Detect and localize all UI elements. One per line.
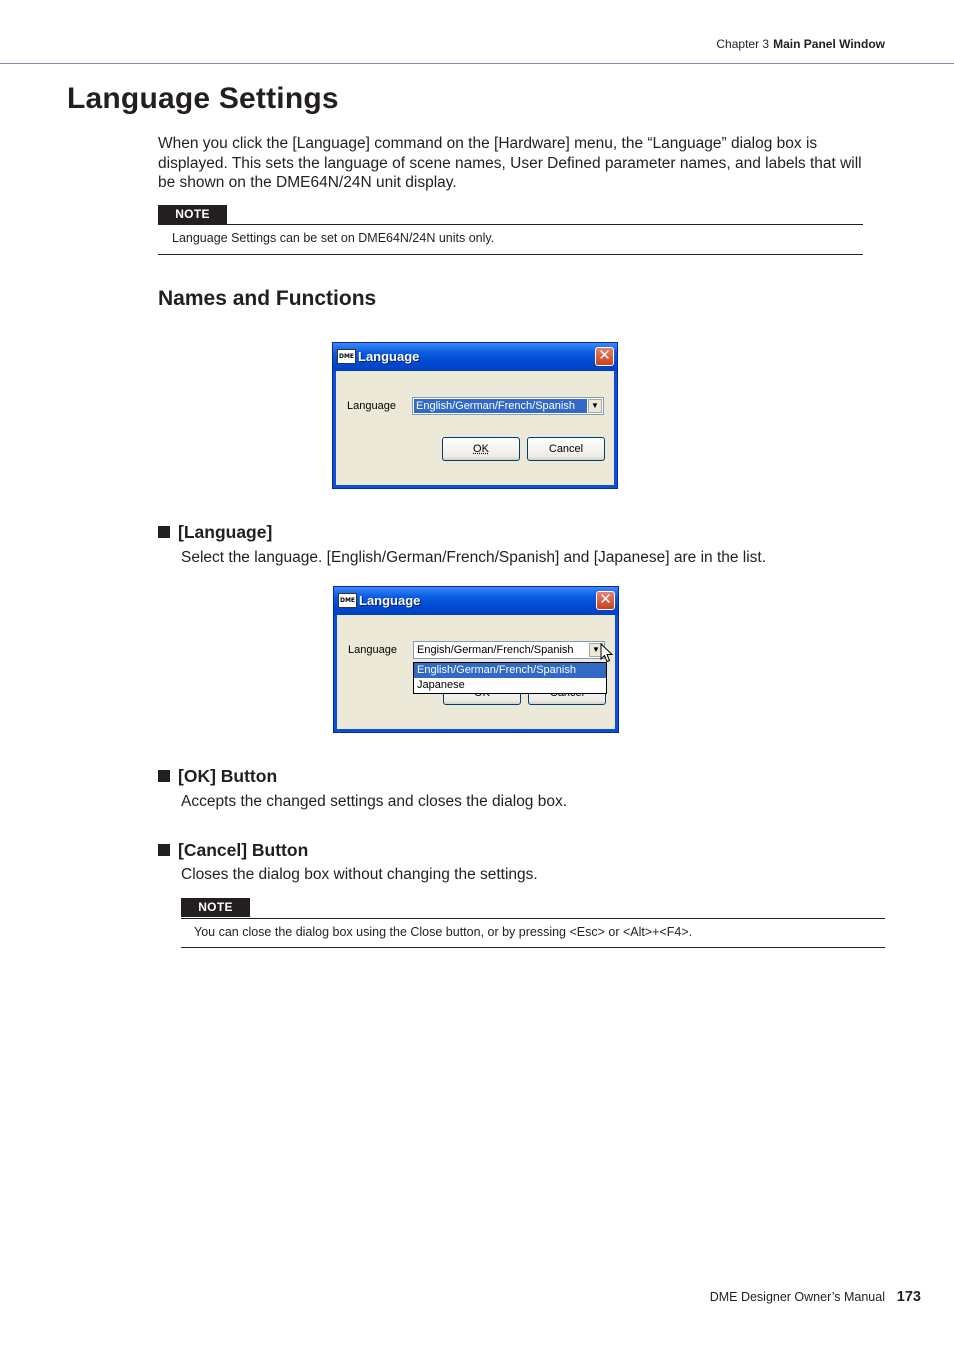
mouse-pointer-icon xyxy=(600,643,614,663)
section-title: Names and Functions xyxy=(158,287,377,310)
item-cancel-heading xyxy=(158,840,308,861)
option-japanese[interactable]: Japanese xyxy=(417,679,465,691)
ok-button[interactable] xyxy=(442,437,520,461)
language-dialog xyxy=(332,342,618,489)
item-language-title: [Language] xyxy=(178,522,273,542)
item-language-heading xyxy=(158,522,272,543)
item-ok-title: [OK] Button xyxy=(178,766,278,786)
dme-app-icon: DME xyxy=(338,593,357,608)
chapter-title: Main Panel Window xyxy=(773,37,885,51)
dialog-title-bar[interactable] xyxy=(333,343,617,371)
language-label: Language xyxy=(347,400,396,412)
square-bullet-icon xyxy=(158,770,170,782)
dialog-client-area xyxy=(337,615,615,729)
item-language-text: Select the language. [English/German/French/Spanish] and [Japanese] are in the list. xyxy=(181,549,767,566)
item-cancel-title: [Cancel] Button xyxy=(178,840,309,860)
language-select-value: Engish/German/French/Spanish xyxy=(417,644,574,656)
header-rule xyxy=(0,63,954,64)
note-bottom-rule xyxy=(158,254,863,255)
chevron-down-icon[interactable]: ▼ xyxy=(589,643,603,657)
chapter-label: Chapter 3 xyxy=(716,37,770,51)
note-tag: NOTE xyxy=(158,205,227,224)
item-cancel-text: Closes the dialog box without changing the settings. xyxy=(181,866,538,883)
footer-manual-title: DME Designer Owner’s Manual xyxy=(709,1290,885,1304)
close-button[interactable] xyxy=(596,591,615,610)
item-ok-text: Accepts the changed settings and closes the dialog box. xyxy=(181,793,568,810)
close-icon: ✕ xyxy=(598,347,611,364)
note-bottom-rule xyxy=(181,947,885,948)
item-ok-heading xyxy=(158,766,277,787)
language-select[interactable] xyxy=(412,397,604,415)
chevron-down-icon[interactable]: ▼ xyxy=(588,399,602,413)
option-english[interactable]: English/German/French/Spanish xyxy=(414,663,606,678)
language-select[interactable] xyxy=(413,641,605,659)
note-tag: NOTE xyxy=(181,898,250,917)
cancel-button[interactable] xyxy=(527,437,605,461)
dme-app-icon: DME xyxy=(337,349,356,364)
intro-paragraph: When you click the [Language] command on the [Hardware] menu, the “Language” dialog box is displayed. This sets the language of scene names, User Defined parameter names, and labels that will be shown on the DME64N/24N unit display. xyxy=(158,135,862,192)
language-select-value: English/German/French/Spanish xyxy=(414,399,587,413)
page-number: 173 xyxy=(896,1289,921,1305)
note-box xyxy=(158,205,863,257)
note-top-rule xyxy=(181,918,885,919)
square-bullet-icon xyxy=(158,526,170,538)
language-label: Language xyxy=(348,644,397,656)
note-box xyxy=(181,898,885,950)
ok-button-label: OK xyxy=(473,443,489,455)
note-top-rule xyxy=(158,224,863,225)
chapter-header xyxy=(716,37,885,51)
language-options-list xyxy=(413,662,607,694)
close-icon: ✕ xyxy=(599,591,612,608)
cancel-button-label: Cancel xyxy=(548,443,584,455)
language-dialog-open xyxy=(333,586,619,733)
square-bullet-icon xyxy=(158,844,170,856)
dialog-title: Language xyxy=(359,593,421,608)
page-title: Language Settings xyxy=(67,82,339,115)
close-button[interactable] xyxy=(595,347,614,366)
dialog-client-area xyxy=(336,371,614,485)
note-text: Language Settings can be set on DME64N/24N units only. xyxy=(172,231,495,245)
dialog-title: Language xyxy=(358,349,420,364)
note-text: You can close the dialog box using the Close button, or by pressing <Esc> or <Alt>+<F4>. xyxy=(194,925,693,939)
dialog-title-bar[interactable] xyxy=(334,587,618,615)
